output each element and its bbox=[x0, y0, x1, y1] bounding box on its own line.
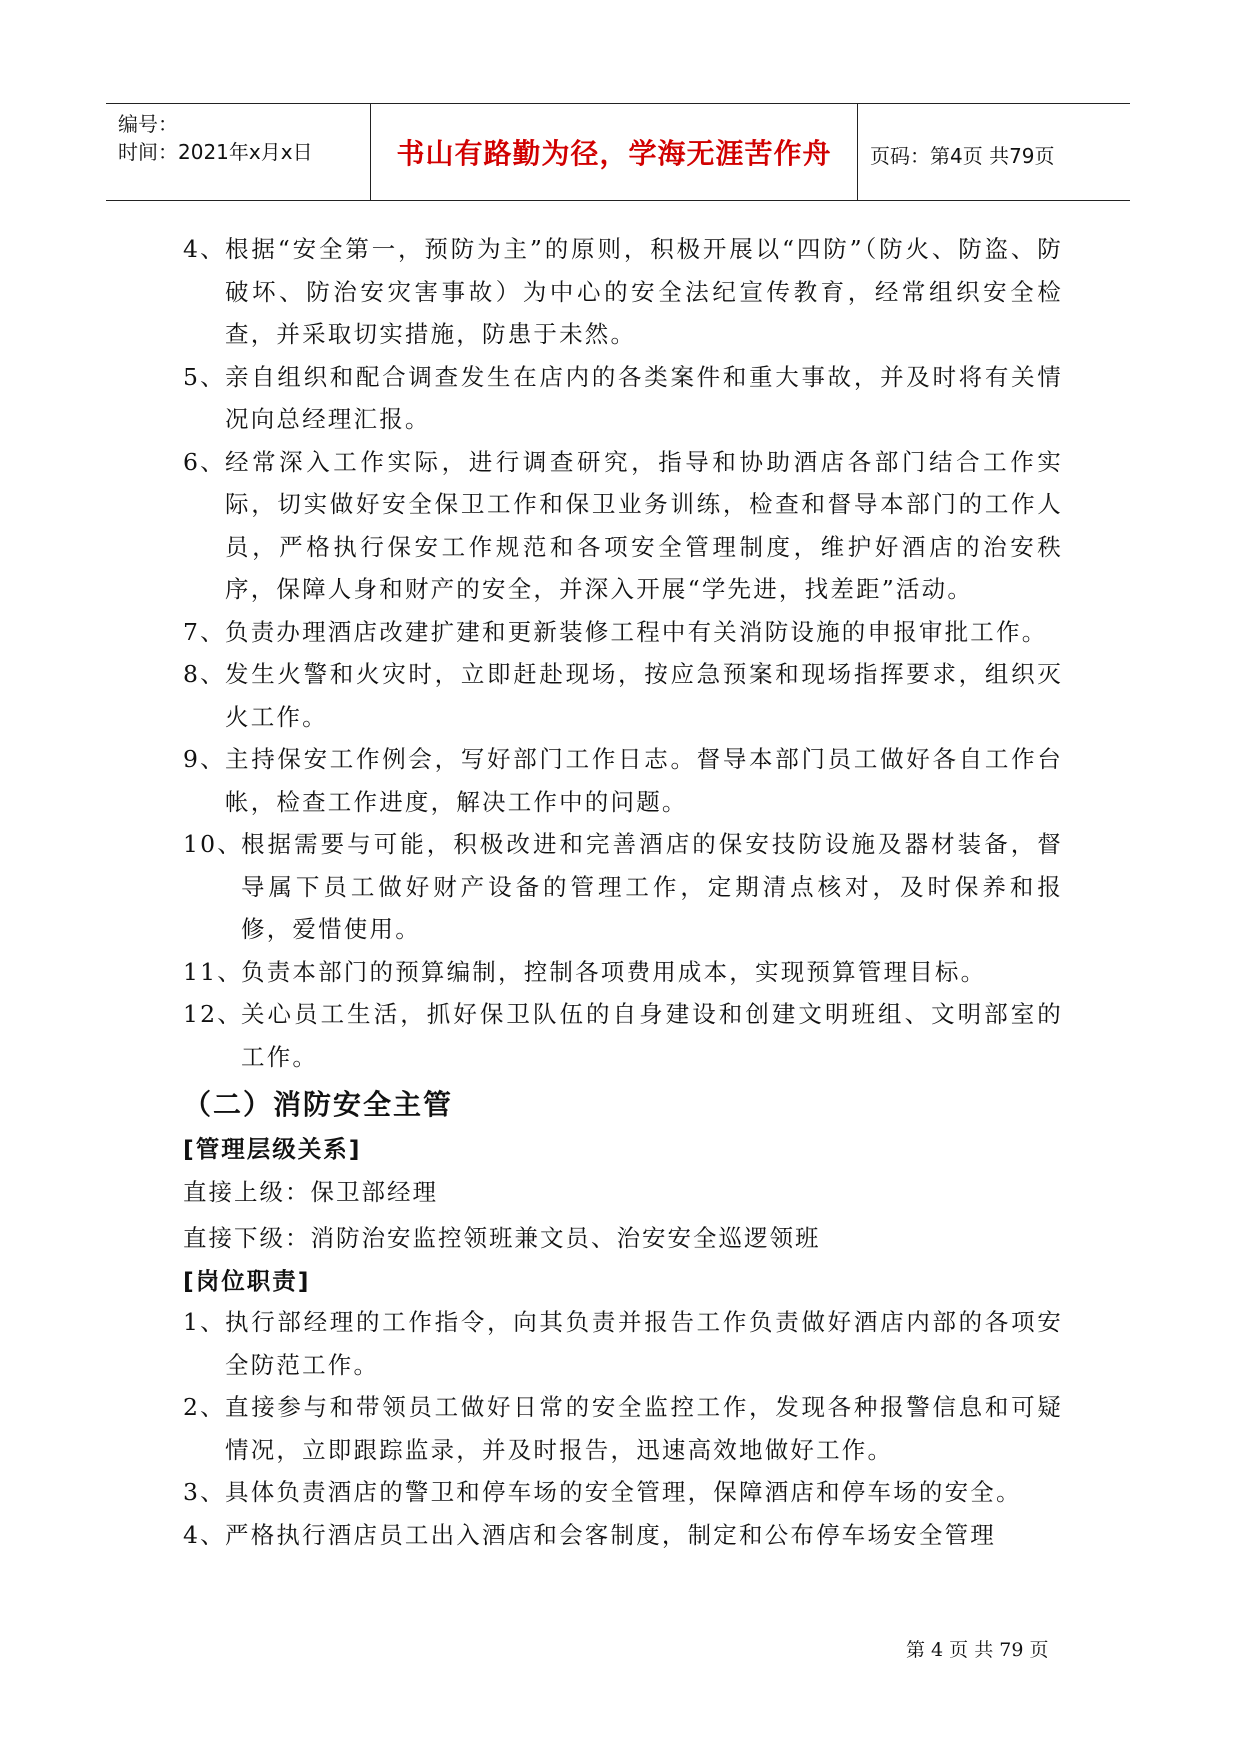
list-item-text: 直接参与和带领员工做好日常的安全监控工作，发现各种报警信息和可疑情况，立即跟踪监录，并及时报告，迅速高效地做好工作。 bbox=[225, 1393, 1063, 1464]
list-item bbox=[183, 951, 1063, 994]
page-footer: 第 4 页 共 79 页 bbox=[906, 1639, 1049, 1661]
list-item-number: 3、 bbox=[183, 1478, 226, 1506]
list-item-number: 12、 bbox=[183, 1000, 244, 1028]
list-item bbox=[183, 993, 1063, 1078]
date-label: 时间：2021年x月x日 bbox=[118, 140, 313, 164]
document-header bbox=[106, 103, 1130, 201]
list-item-number: 2、 bbox=[183, 1393, 226, 1421]
list-item-number: 5、 bbox=[183, 362, 226, 391]
list-item-text: 负责本部门的预算编制，控制各项费用成本，实现预算管理目标。 bbox=[241, 957, 987, 986]
list-item-text: 主持保安工作例会，写好部门工作日志。督导本部门员工做好各自工作台帐，检查工作进度，解决工作中的问题。 bbox=[225, 745, 1063, 816]
list-item-number: 7、 bbox=[183, 617, 226, 646]
list-item-text: 负责办理酒店改建扩建和更新装修工程中有关消防设施的申报审批工作。 bbox=[225, 617, 1048, 646]
list-item-number: 6、 bbox=[183, 447, 226, 476]
list-item-text: 根据“安全第一，预防为主”的原则，积极开展以“四防”（防火、防盗、防破坏、防治安灾害事故）为中心的安全法纪宣传教育，经常组织安全检查，并采取切实措施，防患于未然。 bbox=[225, 235, 1063, 348]
direct-superior-line: 直接上级：保卫部经理 bbox=[183, 1178, 438, 1206]
list-item-number: 4、 bbox=[183, 235, 226, 263]
list-item-number: 8、 bbox=[183, 660, 226, 688]
list-item bbox=[183, 1386, 1063, 1471]
list-item bbox=[183, 441, 1063, 611]
motto-text: 书山有路勤为径，学海无涯苦作舟 bbox=[396, 137, 832, 170]
list-item-text: 具体负责酒店的警卫和停车场的安全管理，保障酒店和停车场的安全。 bbox=[225, 1478, 1022, 1506]
header-motto-cell bbox=[370, 104, 858, 200]
list-item-text: 执行部经理的工作指令，向其负责并报告工作负责做好酒店内部的各项安全防范工作。 bbox=[225, 1308, 1063, 1379]
list-item-number: 10、 bbox=[183, 830, 244, 858]
list-item bbox=[183, 228, 1063, 356]
direct-subordinates-line: 直接下级：消防治安监控领班兼文员、治安安全巡逻领班 bbox=[183, 1224, 821, 1252]
list-item bbox=[183, 1301, 1063, 1386]
list-item-text: 发生火警和火灾时，立即赶赴现场，按应急预案和现场指挥要求，组织灭火工作。 bbox=[225, 660, 1063, 731]
serial-number-label: 编号： bbox=[118, 112, 178, 136]
list-item bbox=[183, 1514, 1063, 1557]
management-hierarchy-heading: [管理层级关系] bbox=[183, 1135, 362, 1163]
list-item-number: 1、 bbox=[183, 1308, 226, 1336]
document-body bbox=[183, 228, 1063, 1556]
header-meta-cell bbox=[106, 104, 370, 200]
list-item-text: 根据需要与可能，积极改进和完善酒店的保安技防设施及器材装备，督导属下员工做好财产设备的管理工作，定期清点核对，及时保养和报修，爱惜使用。 bbox=[241, 830, 1063, 943]
list-item-text: 亲自组织和配合调查发生在店内的各类案件和重大事故，并及时将有关情况向总经理汇报。 bbox=[225, 362, 1063, 433]
list-item bbox=[183, 611, 1063, 654]
duties-heading: [岗位职责] bbox=[183, 1267, 311, 1295]
list-item-number: 11、 bbox=[183, 957, 244, 986]
section-title: （二）消防安全主管 bbox=[183, 1088, 454, 1121]
list-item bbox=[183, 653, 1063, 738]
list-item bbox=[183, 738, 1063, 823]
list-item bbox=[183, 356, 1063, 441]
list-item-text: 关心员工生活，抓好保卫队伍的自身建设和创建文明班组、文明部室的工作。 bbox=[241, 1000, 1063, 1071]
header-page-cell bbox=[858, 104, 1130, 200]
list-item-text: 经常深入工作实际，进行调查研究，指导和协助酒店各部门结合工作实际，切实做好安全保卫工作和保卫业务训练，检查和督导本部门的工作人员，严格执行保安工作规范和各项安全管理制度，维护好酒店的治安秩序，保障人身和财产的安全，并深入开展“学先进，找差距”活动。 bbox=[225, 447, 1063, 603]
list-item-number: 9、 bbox=[183, 745, 226, 773]
page-number-label: 页码：第4页 共79页 bbox=[870, 144, 1055, 168]
list-item bbox=[183, 823, 1063, 951]
list-item-text: 严格执行酒店员工出入酒店和会客制度，制定和公布停车场安全管理 bbox=[225, 1520, 996, 1549]
list-item-number: 4、 bbox=[183, 1520, 226, 1549]
list-item bbox=[183, 1471, 1063, 1514]
